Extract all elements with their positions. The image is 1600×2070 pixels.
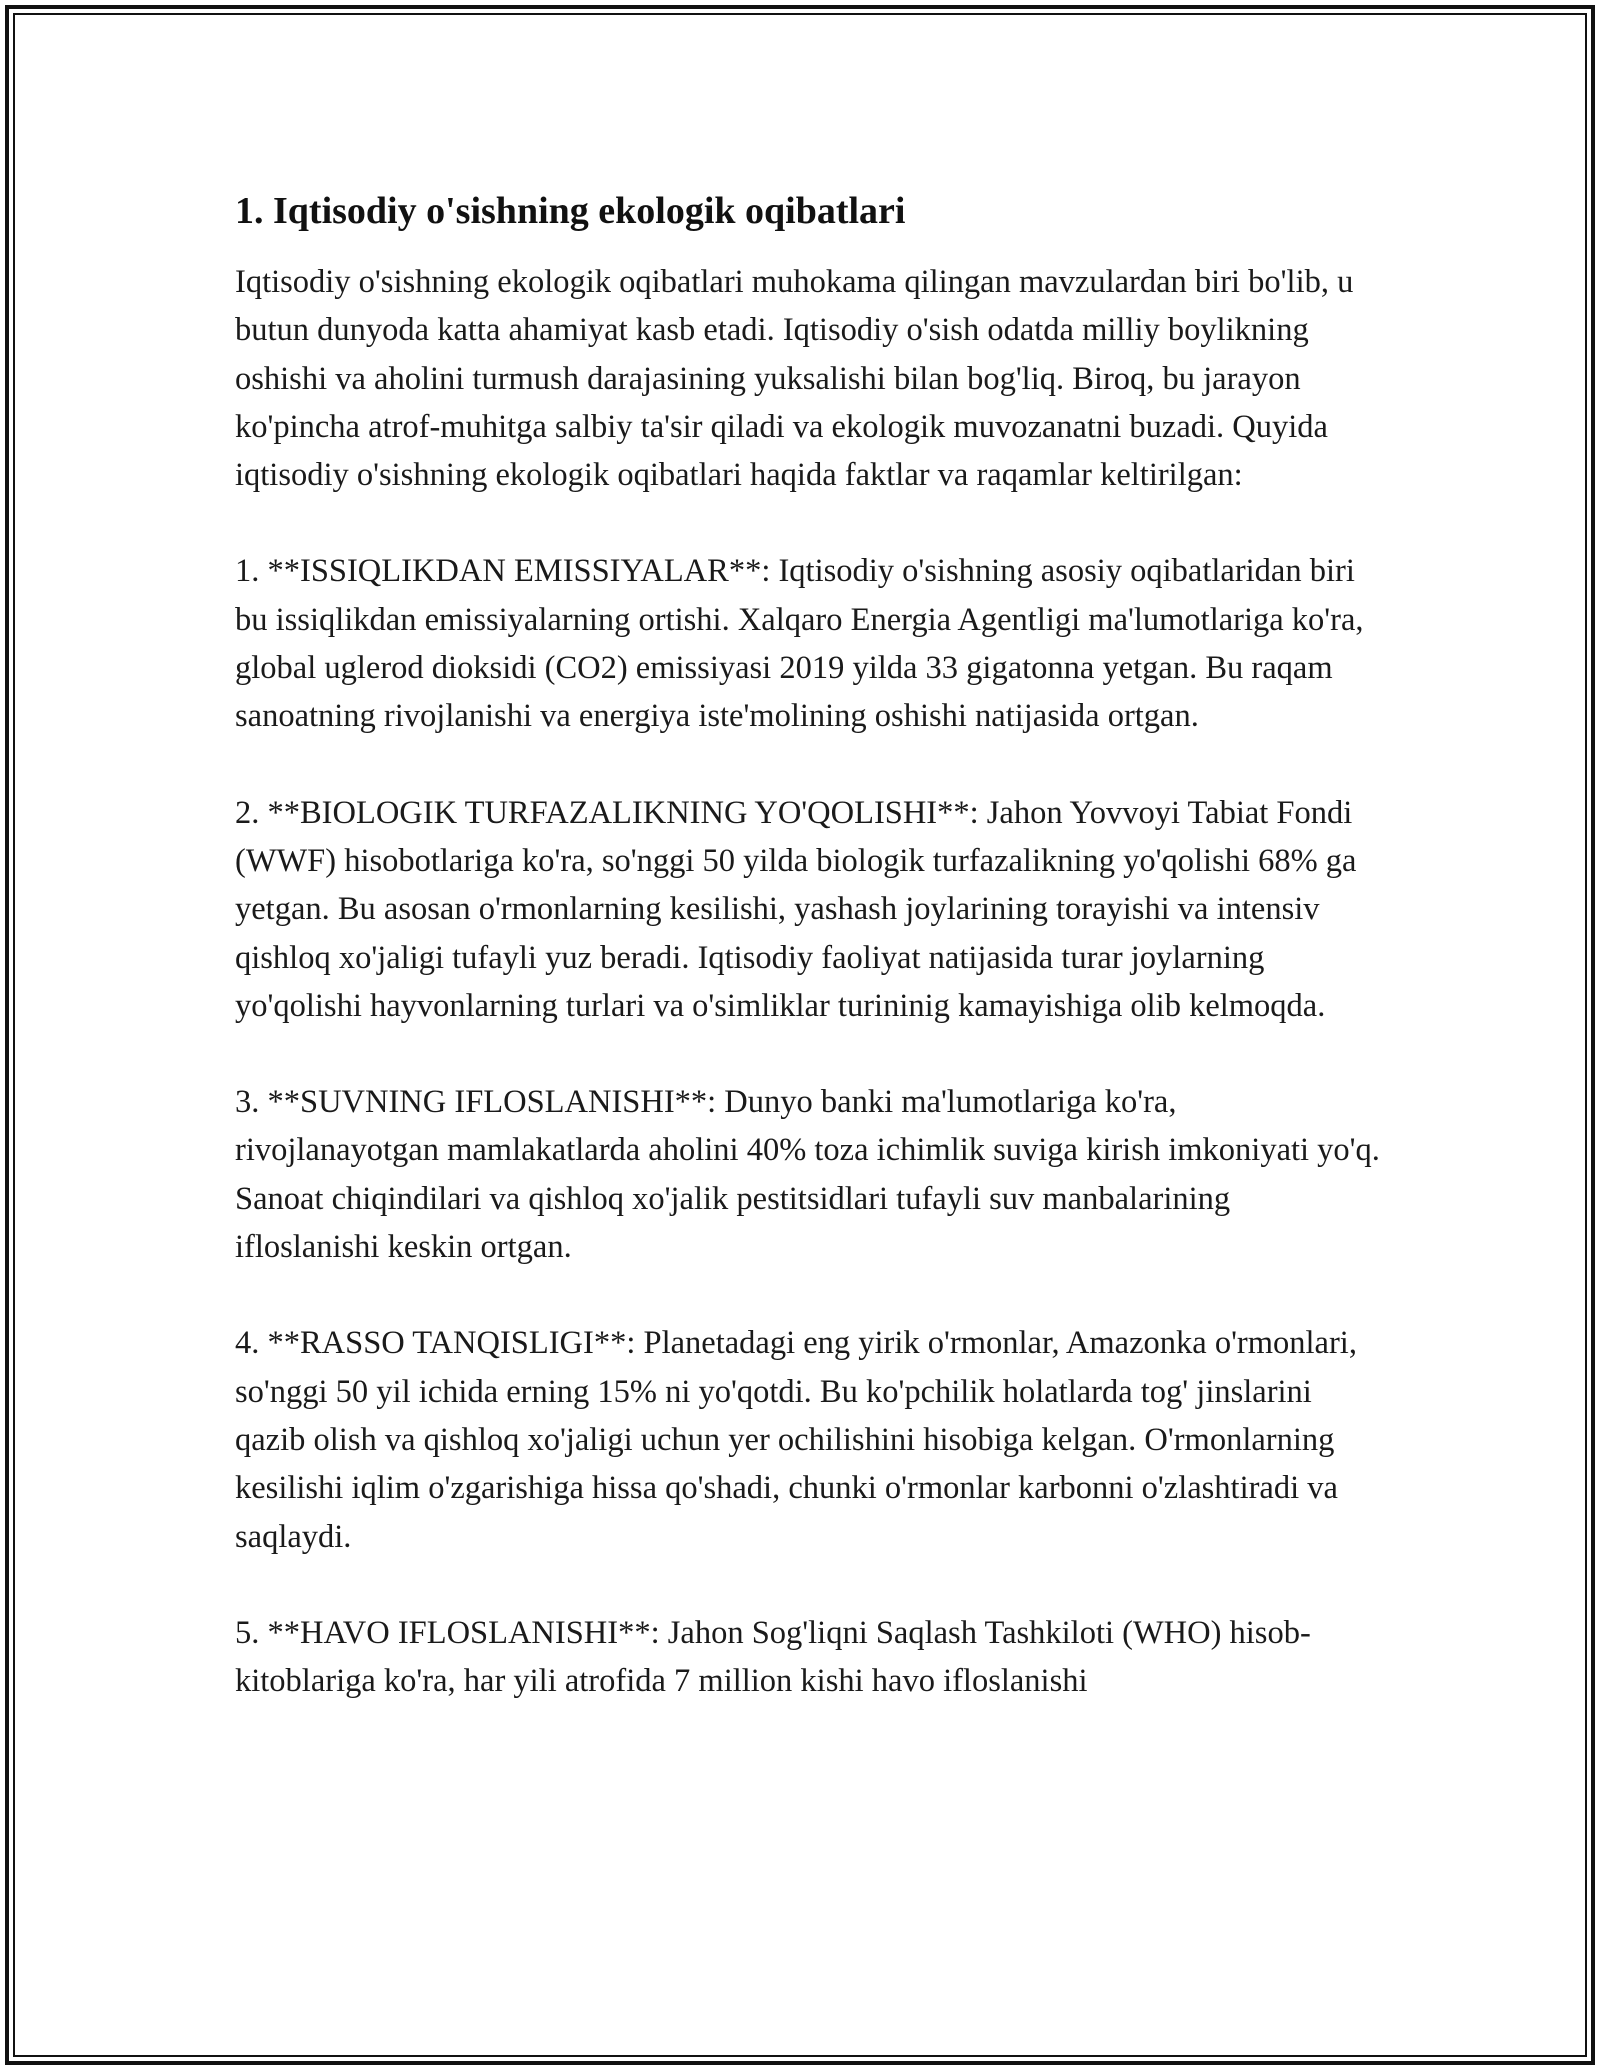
paragraph-biodiversity: 2. **BIOLOGIK TURFAZALIKNING YO'QOLISHI**: Jahon Yovvoyi Tabiat Fondi (WWF) hisobotlariga ko'ra, so'nggi 50 yilda biologik turfazalikning yo'qolishi 68% ga yetgan. Bu asosan o'rmonlarning kesilishi, yashash joylarining torayishi va intensiv qishloq xo'jaligi tufayli yuz beradi. Iqtisodiy faoliyat natijasida turar joylarning yo'qolishi hayvonlarning turlari va o'simliklar turininig kamayishiga olib kelmoqda. (235, 794, 1357, 1024)
paragraph-water-pollution: 3. **SUVNING IFLOSLANISHI**: Dunyo banki ma'lumotlariga ko'ra, rivojlanayotgan mamlakatlarda aholini 40% toza ichimlik suviga kirish imkoniyati yo'q. Sanoat chiqindilari va qishloq xo'jalik pestitsidlari tufayli suv manbalarining ifloslanishi keskin ortgan. (235, 1084, 1380, 1266)
document-body (235, 186, 1380, 1705)
paragraph-deforestation: 4. **RASSO TANQISLIGI**: Planetadagi eng yirik o'rmonlar, Amazonka o'rmonlari, so'nggi 50 yil ichida erning 15% ni yo'qotdi. Bu ko'pchilik holatlarda tog' jinslarini qazib olish va qishloq xo'jaligi uchun yer ochilishini hisobiga kelgan. O'rmonlarning kesilishi iqlim o'zgarishiga hissa qo'shadi, chunki o'rmonlar karbonni o'zlashtiradi va saqlaydi. (235, 1325, 1357, 1555)
paragraph-air-pollution: 5. **HAVO IFLOSLANISHI**: Jahon Sog'liqni Saqlash Tashkiloti (WHO) hisob-kitoblariga ko'ra, har yili atrofida 7 million kishi havo ifloslanishi (235, 1614, 1311, 1700)
document-title: 1. Iqtisodiy o'sishning ekologik oqibatlari (235, 190, 906, 232)
paragraph-emissions: 1. **ISSIQLIKDAN EMISSIYALAR**: Iqtisodiy o'sishning asosiy oqibatlaridan biri bu issiqlikdan emissiyalarning ortishi. Xalqaro Energia Agentligi ma'lumotlariga ko'ra, global uglerod dioksidi (CO2) emissiyasi 2019 yilda 33 gigatonna yetgan. Bu raqam sanoatning rivojlanishi va energiya iste'molining oshishi natijasida ortgan. (235, 553, 1364, 735)
intro-paragraph: Iqtisodiy o'sishning ekologik oqibatlari muhokama qilingan mavzulardan biri bo'lib, u butun dunyoda katta ahamiyat kasb etadi. Iqtisodiy o'sish odatda milliy boylikning oshishi va aholini turmush darajasining yuksalishi bilan bog'liq. Biroq, bu jarayon ko'pincha atrof-muhitga salbiy ta'sir qiladi va ekologik muvozanatni buzadi. Quyida iqtisodiy o'sishning ekologik oqibatlari haqida faktlar va raqamlar keltirilgan: (235, 264, 1354, 494)
